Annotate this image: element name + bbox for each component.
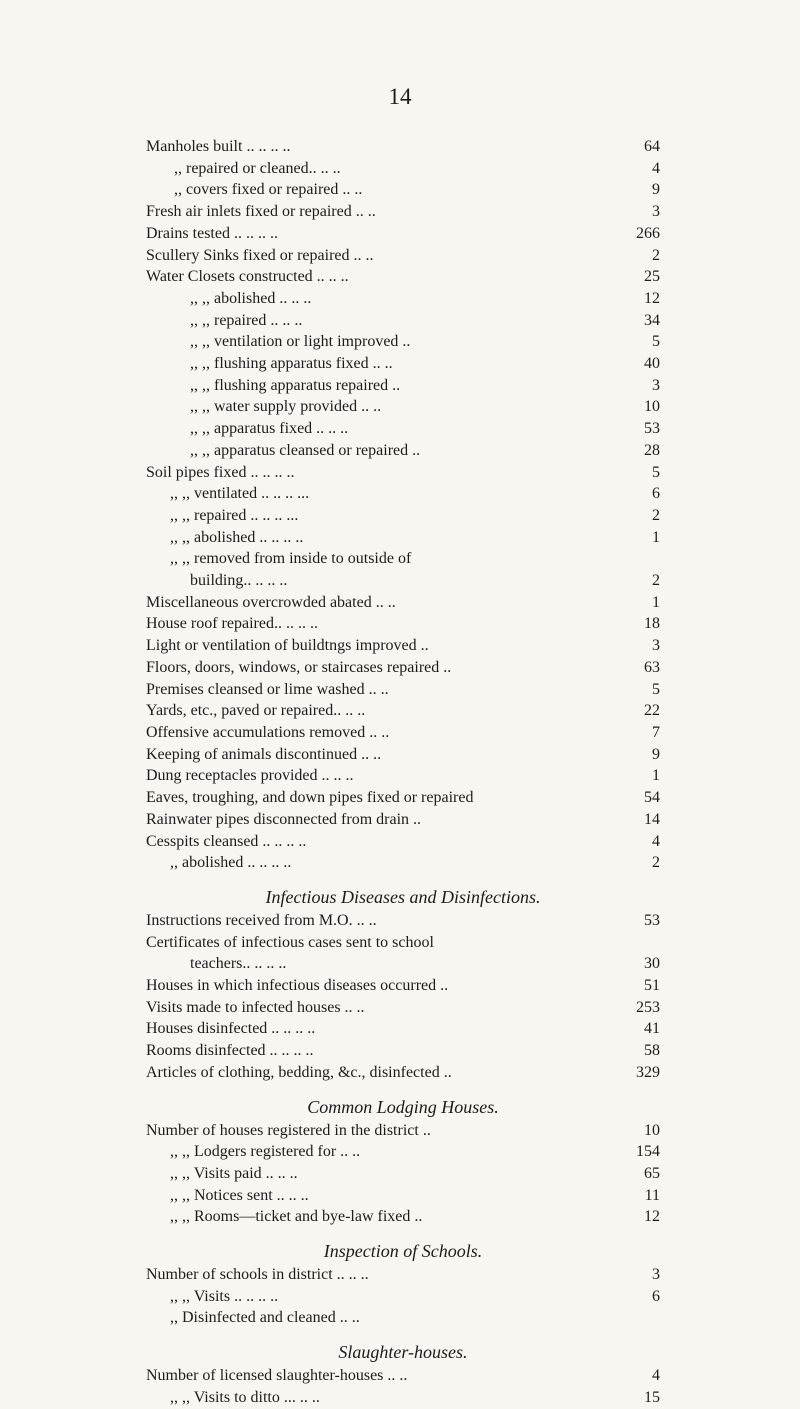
row-label: Drains tested .. .. .. .. <box>146 224 278 242</box>
row-value: 253 <box>636 998 660 1016</box>
row-label: Visits made to infected houses .. .. <box>146 998 365 1016</box>
table-row <box>146 852 660 874</box>
row-label: Soil pipes fixed .. .. .. .. <box>146 463 295 481</box>
table-row <box>146 570 660 592</box>
row-label: Dung receptacles provided .. .. .. <box>146 767 354 785</box>
row-value: 25 <box>644 268 660 286</box>
table-row <box>146 932 660 954</box>
row-value: 53 <box>644 911 660 929</box>
table-row <box>146 1141 660 1163</box>
row-value: 12 <box>644 289 660 307</box>
row-label: Number of licensed slaughter-houses .. .. <box>146 1367 408 1385</box>
page-number: 14 <box>388 84 412 109</box>
row-label: Instructions received from M.O. .. .. <box>146 911 377 929</box>
table-row <box>146 245 660 267</box>
table-row <box>146 997 660 1019</box>
row-label: Number of houses registered in the district .. <box>146 1121 431 1139</box>
row-label: ,, ,, abolished .. .. .. .. <box>170 528 304 546</box>
sanitary-work-list <box>146 136 660 874</box>
table-row <box>146 310 660 332</box>
row-value: 54 <box>644 789 660 807</box>
row-label: ,, repaired or cleaned.. .. .. <box>174 159 341 177</box>
row-label: Light or ventilation of buildtngs improved .. <box>146 637 429 655</box>
row-label: Premises cleansed or lime washed .. .. <box>146 680 389 698</box>
table-row <box>146 1307 660 1329</box>
row-value: 3 <box>652 203 660 221</box>
section-title: Slaughter-houses. <box>338 1342 468 1363</box>
table-row <box>146 418 660 440</box>
report-body <box>146 136 660 1409</box>
row-value: 154 <box>636 1143 660 1161</box>
row-value: 40 <box>644 355 660 373</box>
row-value: 5 <box>652 680 660 698</box>
table-row <box>146 975 660 997</box>
row-label: Yards, etc., paved or repaired.. .. .. <box>146 702 366 720</box>
table-row <box>146 744 660 766</box>
section-title: Inspection of Schools. <box>323 1241 483 1262</box>
section-title: Common Lodging Houses. <box>307 1096 499 1117</box>
row-label: teachers.. .. .. .. <box>190 955 287 973</box>
row-label: House roof repaired.. .. .. .. <box>146 615 318 633</box>
row-value: 58 <box>644 1042 660 1060</box>
row-value: 4 <box>652 159 660 177</box>
table-row <box>146 1387 660 1409</box>
table-row <box>146 1264 660 1286</box>
table-row <box>146 910 660 932</box>
table-row <box>146 1120 660 1142</box>
table-row <box>146 223 660 245</box>
row-value: 28 <box>644 441 660 459</box>
row-label: ,, ,, Visits paid .. .. .. <box>170 1164 298 1182</box>
row-value: 65 <box>644 1164 660 1182</box>
table-row <box>146 1365 660 1387</box>
row-label: building.. .. .. .. <box>190 572 288 590</box>
row-value: 1 <box>652 767 660 785</box>
table-row <box>146 613 660 635</box>
row-label: ,, covers fixed or repaired .. .. <box>174 181 363 199</box>
row-value: 51 <box>644 977 660 995</box>
row-value: 4 <box>652 832 660 850</box>
table-row <box>146 765 660 787</box>
row-value: 2 <box>652 854 660 872</box>
row-label: Scullery Sinks fixed or repaired .. .. <box>146 246 374 264</box>
row-label: Eaves, troughing, and down pipes fixed or repaired <box>146 789 474 807</box>
table-row <box>146 483 660 505</box>
report-section <box>146 886 660 1084</box>
row-value: 7 <box>652 723 660 741</box>
table-row <box>146 1206 660 1228</box>
table-row <box>146 1163 660 1185</box>
row-label: ,, ,, removed from inside to outside of <box>170 550 412 568</box>
table-row <box>146 1185 660 1207</box>
row-label: Water Closets constructed .. .. .. <box>146 268 349 286</box>
row-value: 5 <box>652 463 660 481</box>
row-label: Floors, doors, windows, or staircases repaired .. <box>146 658 452 676</box>
section-title: Infectious Diseases and Disinfections. <box>265 886 541 907</box>
row-label: Articles of clothing, bedding, &c., disinfected .. <box>146 1063 452 1081</box>
table-row <box>146 592 660 614</box>
row-label: Certificates of infectious cases sent to school <box>146 933 434 951</box>
table-row <box>146 1040 660 1062</box>
row-label: Houses disinfected .. .. .. .. <box>146 1020 316 1038</box>
row-value: 10 <box>644 1121 660 1139</box>
table-row <box>146 1018 660 1040</box>
row-value: 5 <box>652 333 660 351</box>
row-value: 3 <box>652 1266 660 1284</box>
report-section <box>146 1341 660 1408</box>
row-value: 6 <box>652 1287 660 1305</box>
table-row <box>146 136 660 158</box>
row-value: 34 <box>644 311 660 329</box>
row-label: Offensive accumulations removed .. .. <box>146 723 390 741</box>
row-value: 2 <box>652 506 660 524</box>
row-value: 1 <box>652 593 660 611</box>
row-value: 12 <box>644 1208 660 1226</box>
table-row <box>146 353 660 375</box>
table-row <box>146 1062 660 1084</box>
row-label: ,, ,, flushing apparatus repaired .. <box>190 376 401 394</box>
row-value: 329 <box>636 1063 660 1081</box>
row-value: 53 <box>644 420 660 438</box>
table-row <box>146 809 660 831</box>
row-label: ,, abolished .. .. .. .. <box>170 854 292 872</box>
table-row <box>146 657 660 679</box>
row-label: ,, ,, Notices sent .. .. .. <box>170 1186 309 1204</box>
row-value: 18 <box>644 615 660 633</box>
row-label: Miscellaneous overcrowded abated .. .. <box>146 593 396 611</box>
row-label: ,, ,, ventilated .. .. .. ... <box>170 485 310 503</box>
row-value: 2 <box>652 572 660 590</box>
row-label: ,, ,, abolished .. .. .. <box>190 289 312 307</box>
table-row <box>146 700 660 722</box>
table-row <box>146 288 660 310</box>
table-row <box>146 635 660 657</box>
table-row <box>146 1286 660 1308</box>
row-value: 22 <box>644 702 660 720</box>
table-row <box>146 201 660 223</box>
report-sections <box>146 886 660 1409</box>
row-label: Rooms disinfected .. .. .. .. <box>146 1042 314 1060</box>
row-value: 14 <box>644 810 660 828</box>
table-row <box>146 331 660 353</box>
row-value: 30 <box>644 955 660 973</box>
table-row <box>146 158 660 180</box>
table-row <box>146 787 660 809</box>
row-value: 4 <box>652 1367 660 1385</box>
report-section <box>146 1096 660 1229</box>
row-label: Keeping of animals discontinued .. .. <box>146 745 382 763</box>
row-label: Number of schools in district .. .. .. <box>146 1266 369 1284</box>
row-label: ,, ,, ventilation or light improved .. <box>190 333 411 351</box>
table-row <box>146 462 660 484</box>
table-row <box>146 266 660 288</box>
row-value: 2 <box>652 246 660 264</box>
row-value: 3 <box>652 637 660 655</box>
row-value: 41 <box>644 1020 660 1038</box>
row-label: ,, ,, Rooms—ticket and bye-law fixed .. <box>170 1208 423 1226</box>
row-value: 9 <box>652 745 660 763</box>
row-label: ,, ,, repaired .. .. .. <box>190 311 303 329</box>
table-row <box>146 440 660 462</box>
row-label: Fresh air inlets fixed or repaired .. .. <box>146 203 376 221</box>
row-value: 63 <box>644 658 660 676</box>
table-row <box>146 548 660 570</box>
row-label: ,, Disinfected and cleaned .. .. <box>170 1309 360 1327</box>
table-row <box>146 953 660 975</box>
row-value: 9 <box>652 181 660 199</box>
table-row <box>146 831 660 853</box>
table-row <box>146 396 660 418</box>
row-value: 6 <box>652 485 660 503</box>
row-label: ,, ,, Visits to ditto ... .. .. <box>170 1388 320 1406</box>
table-row <box>146 375 660 397</box>
row-value: 10 <box>644 398 660 416</box>
table-row <box>146 527 660 549</box>
row-label: ,, ,, apparatus fixed .. .. .. <box>190 420 349 438</box>
row-label: ,, ,, Visits .. .. .. .. <box>170 1287 279 1305</box>
row-label: Cesspits cleansed .. .. .. .. <box>146 832 307 850</box>
table-row <box>146 722 660 744</box>
row-label: Manholes built .. .. .. .. <box>146 138 291 155</box>
row-value: 266 <box>636 224 660 242</box>
table-row <box>146 505 660 527</box>
row-label: ,, ,, apparatus cleansed or repaired .. <box>190 441 421 459</box>
row-value: 1 <box>652 528 660 546</box>
row-value: 64 <box>644 138 660 155</box>
row-label: ,, ,, flushing apparatus fixed .. .. <box>190 355 393 373</box>
table-row <box>146 179 660 201</box>
row-label: Rainwater pipes disconnected from drain .. <box>146 810 422 828</box>
row-label: ,, ,, water supply provided .. .. <box>190 398 382 416</box>
row-value: 15 <box>644 1388 660 1406</box>
row-value: 11 <box>644 1186 660 1204</box>
row-value: 3 <box>652 376 660 394</box>
table-row <box>146 679 660 701</box>
row-label: Houses in which infectious diseases occurred .. <box>146 977 449 995</box>
row-label: ,, ,, repaired .. .. .. ... <box>170 506 299 524</box>
row-label: ,, ,, Lodgers registered for .. .. <box>170 1143 361 1161</box>
